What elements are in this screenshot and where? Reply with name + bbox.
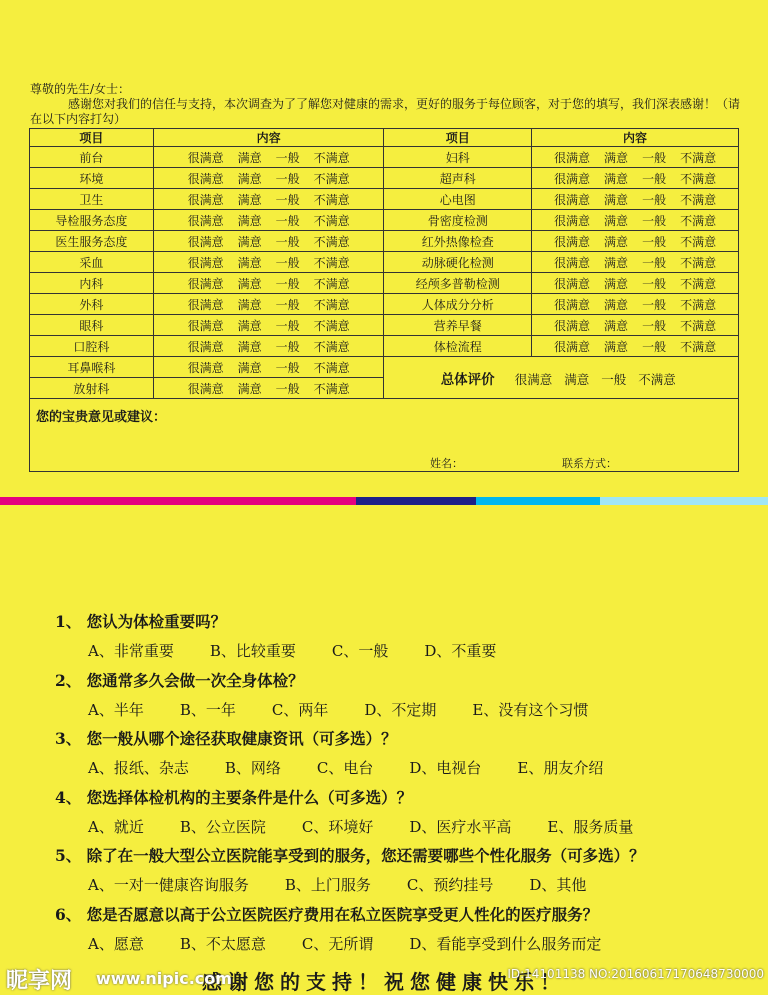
table-row [30, 336, 739, 357]
item-label: 外科 [30, 294, 154, 315]
rating-option[interactable]: 不满意 [313, 339, 350, 354]
overall-rating [384, 357, 739, 399]
rating-option[interactable]: 满意 [564, 371, 590, 387]
answer-option[interactable]: C、一般 [331, 642, 389, 660]
rating-option[interactable]: 不满意 [313, 297, 350, 312]
rating-option[interactable]: 一般 [275, 234, 300, 249]
rating-option[interactable]: 满意 [237, 276, 262, 291]
rating-option[interactable]: 不满意 [680, 150, 717, 165]
answer-option[interactable]: C、预约挂号 [406, 876, 494, 894]
rating-option[interactable]: 不满意 [313, 318, 350, 333]
rating-option[interactable]: 不满意 [313, 381, 350, 396]
item-label: 内科 [30, 273, 154, 294]
answer-options [88, 757, 639, 778]
col-content-header: 内容 [153, 129, 384, 147]
question-text: 1、 您认为体检重要吗？ [55, 612, 227, 631]
rating-option[interactable]: 满意 [237, 192, 262, 207]
rating-option[interactable]: 满意 [604, 276, 629, 291]
rating-option[interactable]: 很满意 [187, 381, 224, 396]
rating-option[interactable]: 很满意 [554, 318, 591, 333]
rating-option[interactable]: 很满意 [554, 192, 591, 207]
watermark-logo: 昵享网 [6, 969, 73, 994]
rating-option[interactable]: 满意 [237, 339, 262, 354]
rating-option[interactable]: 很满意 [554, 213, 591, 228]
rating-options [532, 252, 739, 273]
rating-option[interactable]: 很满意 [554, 171, 591, 186]
rating-option[interactable]: 一般 [601, 371, 627, 387]
rating-option[interactable]: 一般 [275, 318, 300, 333]
rating-option[interactable]: 一般 [275, 150, 300, 165]
rating-option[interactable]: 一般 [275, 213, 300, 228]
rating-option[interactable]: 不满意 [313, 171, 350, 186]
item-label: 红外热像检查 [384, 231, 532, 252]
rating-option[interactable]: 一般 [642, 255, 667, 270]
table-row [30, 273, 739, 294]
table-row [30, 315, 739, 336]
rating-option[interactable]: 满意 [237, 255, 262, 270]
table-row [30, 147, 739, 168]
rating-option[interactable]: 不满意 [680, 255, 717, 270]
answer-option[interactable]: C、两年 [271, 700, 329, 719]
rating-option[interactable]: 不满意 [680, 171, 717, 186]
rating-option[interactable]: 一般 [642, 213, 667, 228]
advice-box[interactable] [29, 398, 739, 472]
rating-option[interactable]: 满意 [237, 381, 262, 396]
item-label: 卫生 [30, 189, 154, 210]
answer-option[interactable]: B、不太愿意 [179, 934, 266, 953]
item-label: 妇科 [384, 147, 532, 168]
table-row [30, 189, 739, 210]
rating-option[interactable]: 很满意 [554, 276, 591, 291]
item-label: 耳鼻喉科 [30, 357, 154, 378]
rating-option[interactable]: 满意 [604, 318, 629, 333]
answer-option[interactable]: B、网络 [224, 759, 281, 777]
contact-label: 联系方式： [562, 457, 617, 470]
rating-option[interactable]: 不满意 [680, 339, 717, 354]
rating-option[interactable]: 不满意 [313, 234, 350, 249]
answer-option[interactable]: A、非常重要 [88, 642, 174, 660]
rating-option[interactable]: 满意 [604, 213, 629, 228]
rating-options [532, 336, 739, 357]
rating-option[interactable]: 满意 [604, 339, 629, 354]
rating-option[interactable]: 很满意 [187, 234, 224, 249]
rating-option[interactable]: 很满意 [187, 150, 224, 165]
rating-option[interactable]: 很满意 [554, 150, 591, 165]
item-label: 眼科 [30, 315, 154, 336]
rating-option[interactable]: 很满意 [187, 297, 224, 312]
answer-options [88, 699, 624, 720]
rating-option[interactable]: 很满意 [554, 297, 591, 312]
answer-options [88, 933, 637, 954]
watermark-id: ID:14101138 NO:20160617170648730000 [507, 967, 764, 981]
color-stripe [600, 497, 768, 505]
rating-options [532, 315, 739, 336]
color-stripe [0, 497, 356, 505]
item-label: 超声科 [384, 168, 532, 189]
answer-option[interactable]: A、半年 [88, 700, 144, 719]
item-label: 导检服务态度 [30, 210, 154, 231]
item-label: 环境 [30, 168, 154, 189]
answer-option[interactable]: B、上门服务 [284, 876, 371, 894]
item-label: 动脉硬化检测 [384, 252, 532, 273]
rating-option[interactable]: 不满意 [680, 213, 717, 228]
rating-option[interactable]: 很满意 [187, 318, 224, 333]
rating-option[interactable]: 很满意 [514, 371, 553, 387]
rating-options [153, 252, 384, 273]
rating-option[interactable]: 不满意 [680, 297, 717, 312]
rating-option[interactable]: 一般 [275, 381, 300, 396]
greeting: 尊敬的先生/女士： [30, 82, 131, 96]
rating-option[interactable]: 不满意 [313, 213, 350, 228]
item-label: 体检流程 [384, 336, 532, 357]
answer-option[interactable]: C、环境好 [301, 817, 374, 836]
rating-options [153, 168, 384, 189]
rating-options [153, 315, 384, 336]
answer-option[interactable]: A、愿意 [88, 934, 144, 953]
rating-option[interactable]: 一般 [642, 276, 667, 291]
rating-option[interactable]: 满意 [604, 171, 629, 186]
color-stripe [476, 497, 600, 505]
satisfaction-table [29, 128, 739, 399]
rating-option[interactable]: 不满意 [638, 371, 676, 387]
item-label: 经颅多普勒检测 [384, 273, 532, 294]
rating-option[interactable]: 不满意 [313, 150, 350, 165]
rating-options [153, 273, 384, 294]
advice-label: 您的宝贵意见或建议： [36, 410, 167, 425]
rating-option[interactable]: 不满意 [313, 192, 350, 207]
rating-options [532, 210, 739, 231]
answer-options [88, 816, 669, 837]
item-label: 采血 [30, 252, 154, 273]
rating-option[interactable]: 很满意 [554, 255, 591, 270]
rating-option[interactable]: 满意 [237, 171, 262, 186]
rating-options [153, 231, 384, 252]
rating-option[interactable]: 一般 [642, 297, 667, 312]
rating-options [532, 273, 739, 294]
answer-option[interactable]: E、服务质量 [547, 817, 634, 836]
rating-options [153, 210, 384, 231]
item-label: 营养早餐 [384, 315, 532, 336]
rating-option[interactable]: 很满意 [187, 276, 224, 291]
item-label: 前台 [30, 147, 154, 168]
question-text: 4、 您选择体检机构的主要条件是什么（可多选）？ [55, 787, 413, 807]
watermark-url: www.nipic.com [96, 969, 232, 988]
rating-option[interactable]: 满意 [604, 297, 629, 312]
rating-options [532, 231, 739, 252]
answer-option[interactable]: C、无所谓 [301, 934, 374, 953]
answer-options [88, 874, 622, 895]
item-label: 骨密度检测 [384, 210, 532, 231]
table-row [30, 210, 739, 231]
rating-option[interactable]: 很满意 [187, 339, 224, 354]
rating-options [153, 147, 384, 168]
rating-options [532, 294, 739, 315]
item-label: 心电图 [384, 189, 532, 210]
rating-option[interactable]: 一般 [642, 171, 667, 186]
rating-option[interactable]: 满意 [604, 192, 629, 207]
rating-option[interactable]: 不满意 [313, 360, 350, 375]
answer-option[interactable]: D、电视台 [409, 759, 482, 777]
table-row [30, 357, 739, 378]
rating-option[interactable]: 满意 [237, 360, 262, 375]
rating-options [153, 336, 384, 357]
table-row [30, 168, 739, 189]
rating-option[interactable]: 一般 [642, 318, 667, 333]
rating-option[interactable]: 很满意 [554, 339, 591, 354]
answer-option[interactable]: B、比较重要 [209, 642, 296, 660]
rating-option[interactable]: 满意 [237, 234, 262, 249]
name-label: 姓名： [430, 457, 463, 470]
answer-option[interactable]: D、不重要 [424, 642, 497, 660]
answer-option[interactable]: A、一对一健康咨询服务 [88, 876, 249, 894]
rating-option[interactable]: 很满意 [187, 213, 224, 228]
rating-option[interactable]: 满意 [237, 318, 262, 333]
rating-option[interactable]: 很满意 [187, 192, 224, 207]
rating-options [153, 357, 384, 378]
rating-options [153, 294, 384, 315]
col-content-header: 内容 [532, 129, 739, 147]
rating-option[interactable]: 不满意 [680, 192, 717, 207]
rating-option[interactable]: 满意 [237, 297, 262, 312]
rating-option[interactable]: 满意 [237, 150, 262, 165]
answer-option[interactable]: D、其他 [529, 876, 587, 894]
overall-label: 总体评价 [440, 371, 495, 388]
rating-options [153, 189, 384, 210]
rating-option[interactable]: 一般 [642, 150, 667, 165]
rating-option[interactable]: 一般 [642, 339, 667, 354]
rating-option[interactable]: 一般 [275, 339, 300, 354]
rating-options [532, 147, 739, 168]
item-label: 放射科 [30, 378, 154, 399]
rating-option[interactable]: 一般 [275, 360, 300, 375]
rating-options [153, 378, 384, 399]
rating-option[interactable]: 满意 [604, 255, 629, 270]
col-item-header: 项目 [30, 129, 154, 147]
rating-option[interactable]: 很满意 [554, 234, 591, 249]
rating-option[interactable]: 不满意 [313, 255, 350, 270]
rating-option[interactable]: 不满意 [680, 276, 717, 291]
item-label: 口腔科 [30, 336, 154, 357]
rating-option[interactable]: 一般 [275, 255, 300, 270]
answer-option[interactable]: D、看能享受到什么服务而定 [409, 934, 602, 953]
rating-option[interactable]: 一般 [275, 297, 300, 312]
rating-option[interactable]: 不满意 [313, 276, 350, 291]
question-text: 3、 您一般从哪个途径获取健康资讯（可多选）？ [55, 729, 397, 748]
col-item-header: 项目 [384, 129, 532, 147]
answer-option[interactable]: A、报纸、杂志 [88, 759, 189, 777]
item-label: 医生服务态度 [30, 231, 154, 252]
rating-option[interactable]: 满意 [604, 234, 629, 249]
rating-option[interactable]: 一般 [275, 276, 300, 291]
rating-option[interactable]: 一般 [642, 192, 667, 207]
answer-option[interactable]: A、就近 [88, 817, 144, 836]
answer-option[interactable]: D、不定期 [364, 700, 437, 719]
answer-option[interactable]: C、电台 [316, 759, 374, 777]
answer-option[interactable]: E、没有这个习惯 [472, 700, 589, 719]
rating-option[interactable]: 满意 [237, 213, 262, 228]
question-text: 5、 除了在一般大型公立医院能享受到的服务，您还需要哪些个性化服务（可多选）？ [55, 846, 645, 865]
intro-text: 感谢您对我们的信任与支持，本次调查为了了解您对健康的需求，更好的服务于每位顾客，对于您的填写，我们深表感谢！（请在以下内容打勾） [30, 97, 741, 126]
question-text: 2、 您通常多久会做一次全身体检？ [55, 670, 304, 690]
rating-option[interactable]: 很满意 [187, 255, 224, 270]
rating-option[interactable]: 一般 [642, 234, 667, 249]
answer-option[interactable]: B、公立医院 [179, 817, 266, 836]
answer-option[interactable]: B、一年 [179, 700, 236, 719]
color-stripe [356, 497, 476, 505]
rating-option[interactable]: 满意 [604, 150, 629, 165]
answer-options [88, 640, 532, 661]
answer-option[interactable]: D、医疗水平高 [409, 817, 512, 836]
item-label: 人体成分分析 [384, 294, 532, 315]
answer-option[interactable]: E、朋友介绍 [517, 759, 604, 777]
table-row [30, 294, 739, 315]
rating-option[interactable]: 很满意 [187, 171, 224, 186]
thanks-footer: 感谢您的支持！祝您健康快乐！ [202, 970, 566, 994]
table-row [30, 231, 739, 252]
rating-options [532, 189, 739, 210]
rating-options [532, 168, 739, 189]
table-header-row [30, 129, 739, 147]
rating-option[interactable]: 不满意 [680, 318, 717, 333]
question-text: 6、 您是否愿意以高于公立医院医疗费用在私立医院享受更人性化的医疗服务？ [55, 904, 599, 924]
rating-option[interactable]: 很满意 [187, 360, 224, 375]
rating-option[interactable]: 不满意 [680, 234, 717, 249]
rating-option[interactable]: 一般 [275, 192, 300, 207]
table-row [30, 252, 739, 273]
rating-option[interactable]: 一般 [275, 171, 300, 186]
